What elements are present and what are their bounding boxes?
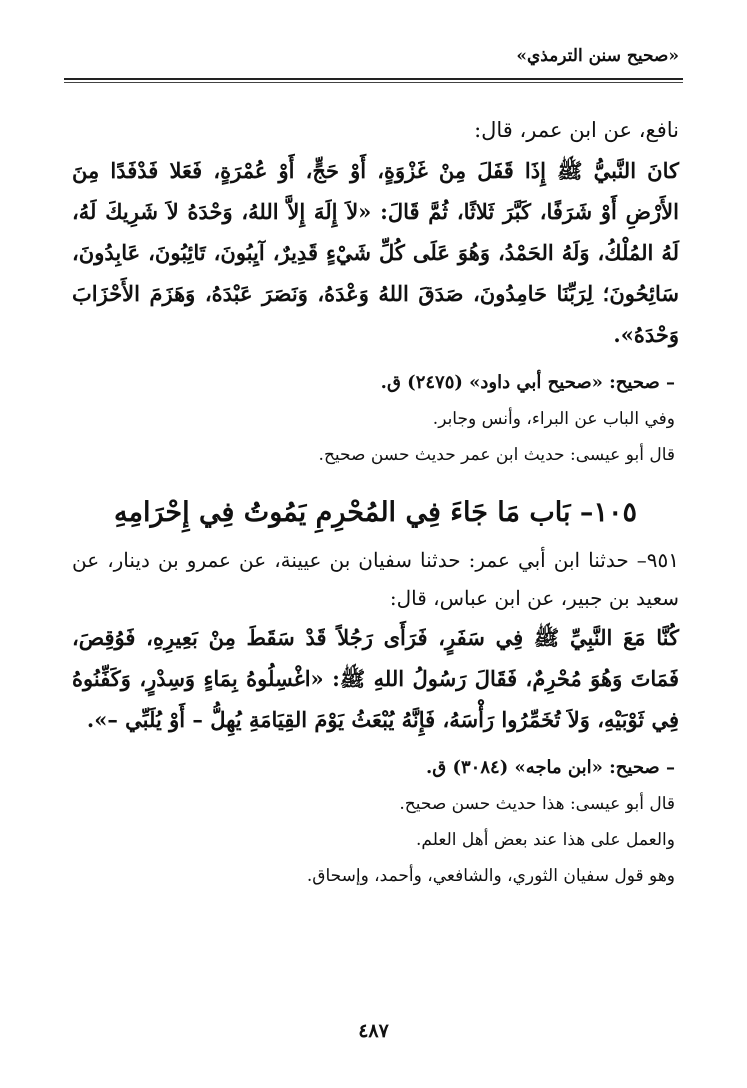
hadith-950-text: كانَ النَّبيُّ ﷺ إِذَا قَفَلَ مِنْ غَزْوَةٍ، أَوْ حَجٍّ، أَوْ عُمْرَةٍ، فَعَلا فَدْفَدًا مِنَ الأَرْضِ أَوْ شَرَفًا، كَبَّرَ ثَلاثًا، ثُمَّ قَالَ: «لاَ إِلَهَ إِلاَّ اللهُ، وَحْدَهُ لاَ شَرِيكَ لَهُ، لَهُ المُلْكُ، وَلَهُ الحَمْدُ، وَهُوَ عَلَى كُلِّ شَيْءٍ قَدِيرٌ، آيِبُونَ، تَائِبُونَ، عَابِدُونَ، سَائِحُونَ؛ لِرَبِّنَا حَامِدُونَ، صَدَقَ اللهُ وَعْدَهُ، وَنَصَرَ عَبْدَهُ، وَهَزَمَ الأَحْزَابَ وَحْدَهُ».	[72, 158, 679, 347]
header-rule-thin	[64, 82, 683, 83]
hadith-950-note-1: وفي الباب عن البراء، وأنس وجابر.	[432, 409, 675, 429]
running-header-title: «صحيح سنن الترمذي»	[516, 46, 679, 66]
hadith-951-note-2: والعمل على هذا عند بعض أهل العلم.	[416, 830, 675, 850]
hadith-951-text: كُنَّا مَعَ النَّبِيِّ ﷺ فِي سَفَرٍ، فَرَأَى رَجُلاً قَدْ سَقَطَ مِنْ بَعِيرِهِ، فَوُقِصَ، فَمَاتَ وَهُوَ مُحْرِمٌ، فَقَالَ رَسُولُ اللهِ ﷺ: «اغْسِلُوهُ بِمَاءٍ وَسِدْرٍ، وَكَفِّنُوهُ فِي ثَوْبَيْهِ، وَلاَ تُخَمِّرُوا رَأْسَهُ، فَإِنَّهُ يُبْعَثُ يَوْمَ القِيَامَةِ يُهِلُّ – أَوْ يُلَبِّي –».	[72, 625, 679, 732]
hadith-950-grading: – صحيح: «صحيح أبي داود» (٢٤٧٥) ق.	[380, 372, 675, 393]
header-rule	[64, 78, 683, 80]
page-number: ٤٨٧	[358, 1020, 389, 1042]
hadith-950-intro: نافع، عن ابن عمر، قال:	[474, 118, 679, 142]
hadith-951-note-1: قال أبو عيسى: هذا حديث حسن صحيح.	[399, 794, 675, 814]
chapter-heading: ١٠٥– بَاب مَا جَاءَ فِي المُحْرِمِ يَمُوتُ فِي إِحْرَامِهِ	[114, 497, 637, 528]
page-body	[72, 112, 679, 894]
hadith-951-grading: – صحيح: «ابن ماجه» (٣٠٨٤) ق.	[426, 757, 675, 778]
hadith-951-note-3: وهو قول سفيان الثوري، والشافعي، وأحمد، وإسحاق.	[306, 866, 675, 886]
hadith-950-note-2: قال أبو عيسى: حديث ابن عمر حديث حسن صحيح.	[318, 445, 675, 465]
hadith-951-isnad: ٩٥١– حدثنا ابن أبي عمر: حدثنا سفيان بن عيينة، عن عمرو بن دينار، عن سعيد بن جبير، عن ابن عباس، قال:	[72, 548, 679, 610]
